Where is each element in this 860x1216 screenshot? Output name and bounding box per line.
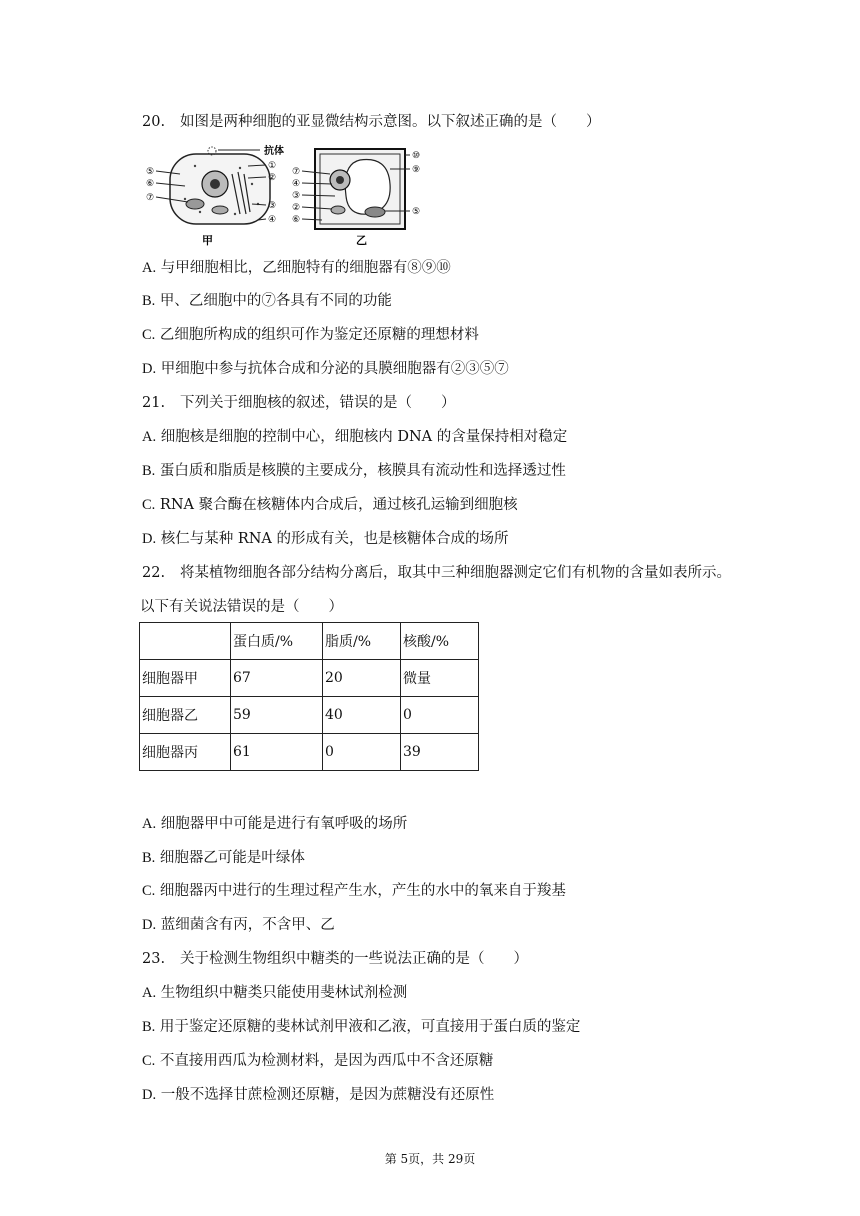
marker: ③ — [268, 201, 277, 211]
table-cell: 0 — [401, 697, 479, 734]
option-letter: C. — [142, 327, 156, 343]
option-letter: B. — [142, 1019, 156, 1035]
option-letter: C. — [142, 1053, 156, 1069]
marker: ⑦ — [146, 193, 155, 203]
option-text: 与甲细胞相比，乙细胞特有的细胞器有⑧⑨⑩ — [160, 260, 451, 276]
table-cell: 59 — [231, 697, 323, 734]
marker: ⑥ — [146, 179, 155, 189]
question-20-stem — [142, 112, 601, 132]
option-b[interactable] — [142, 461, 566, 481]
table-cell: 39 — [401, 734, 479, 771]
option-text: 甲细胞中参与抗体合成和分泌的具膜细胞器有②③⑤⑦ — [160, 361, 509, 377]
option-b[interactable] — [142, 848, 305, 868]
page-footer: 第 5页，共 29页 — [384, 1152, 476, 1166]
cell-b-name: 乙 — [356, 234, 367, 247]
option-text: 生物组织中糖类只能使用斐林试剂检测 — [160, 985, 408, 1001]
marker: ② — [292, 203, 301, 213]
table-cell: 0 — [323, 734, 401, 771]
question-number: 23. — [142, 951, 166, 967]
marker: ⑦ — [292, 167, 301, 177]
table-cell: 细胞器甲 — [140, 660, 231, 697]
option-d[interactable] — [142, 915, 335, 935]
question-number: 22. — [142, 565, 166, 581]
option-a[interactable] — [142, 814, 407, 834]
option-c[interactable] — [142, 881, 566, 901]
option-text: 细胞器乙可能是叶绿体 — [159, 850, 305, 866]
marker: ⑨ — [412, 165, 421, 175]
option-letter: D. — [142, 917, 157, 933]
option-d[interactable] — [142, 529, 509, 549]
option-letter: B. — [142, 293, 156, 309]
question-21-stem — [142, 393, 456, 413]
cell-a-diagram — [146, 144, 284, 247]
option-text: 细胞核是细胞的控制中心，细胞核内 DNA 的含量保持相对稳定 — [160, 429, 568, 445]
option-text: 甲、乙细胞中的⑦各具有不同的功能 — [159, 293, 392, 309]
option-letter: D. — [142, 1087, 157, 1103]
question-22-stem — [142, 563, 731, 583]
table-row — [140, 734, 479, 771]
option-text: 细胞器丙中进行的生理过程产生水，产生的水中的氧来自于羧基 — [159, 883, 566, 899]
option-text: 核仁与某种 RNA 的形成有关，也是核糖体合成的场所 — [160, 531, 509, 547]
cell-structure-figure — [140, 144, 440, 250]
option-letter: C. — [142, 497, 156, 513]
table-cell — [140, 623, 231, 660]
option-letter: B. — [142, 463, 156, 479]
table-row — [140, 697, 479, 734]
marker: ④ — [268, 215, 277, 225]
table-cell: 40 — [323, 697, 401, 734]
table-header-row — [140, 623, 479, 660]
option-letter: D. — [142, 531, 157, 547]
option-b[interactable] — [142, 1017, 580, 1037]
question-text: 下列关于细胞核的叙述，错误的是（ ） — [180, 395, 456, 411]
table-cell: 细胞器乙 — [140, 697, 231, 734]
question-22-stem-continued: 以下有关说法错误的是（ ） — [140, 599, 343, 615]
option-letter: D. — [142, 361, 157, 377]
option-letter: A. — [142, 816, 157, 832]
option-letter: C. — [142, 883, 156, 899]
organelle-composition-table — [139, 622, 479, 771]
option-letter: B. — [142, 850, 156, 866]
table-cell: 微量 — [401, 660, 479, 697]
option-text: 用于鉴定还原糖的斐林试剂甲液和乙液，可直接用于蛋白质的鉴定 — [159, 1019, 581, 1035]
question-23-stem — [142, 949, 528, 969]
marker: ⑤ — [412, 207, 421, 217]
table-cell: 细胞器丙 — [140, 734, 231, 771]
marker: ⑩ — [412, 151, 421, 161]
option-c[interactable] — [142, 495, 518, 515]
option-text: 蛋白质和脂质是核膜的主要成分，核膜具有流动性和选择透过性 — [159, 463, 566, 479]
question-text: 如图是两种细胞的亚显微结构示意图。以下叙述正确的是（ ） — [180, 114, 601, 130]
table-row — [140, 660, 479, 697]
table-cell: 核酸/% — [401, 623, 479, 660]
option-d[interactable] — [142, 1085, 494, 1105]
option-text: 不直接用西瓜为检测材料，是因为西瓜中不含还原糖 — [159, 1053, 494, 1069]
option-text: 一般不选择甘蔗检测还原糖，是因为蔗糖没有还原性 — [160, 1087, 495, 1103]
option-c[interactable] — [142, 1051, 493, 1071]
option-a[interactable] — [142, 427, 567, 447]
marker: ③ — [292, 191, 301, 201]
option-text: 细胞器甲中可能是进行有氧呼吸的场所 — [160, 816, 408, 832]
question-number: 20. — [142, 114, 166, 130]
marker: ⑥ — [292, 215, 301, 225]
marker: ② — [268, 173, 277, 183]
option-d[interactable] — [142, 359, 509, 379]
marker: ⑤ — [146, 167, 155, 177]
cell-b-diagram — [292, 149, 420, 247]
option-a[interactable] — [142, 258, 451, 278]
table-cell: 20 — [323, 660, 401, 697]
cell-a-name: 甲 — [202, 234, 213, 247]
question-text: 关于检测生物组织中糖类的一些说法正确的是（ ） — [180, 951, 528, 967]
question-text: 将某植物细胞各部分结构分离后，取其中三种细胞器测定它们有机物的含量如表所示。 — [180, 565, 731, 581]
option-letter: A. — [142, 985, 157, 1001]
table-cell: 蛋白质/% — [231, 623, 323, 660]
option-text: 蓝细菌含有丙，不含甲、乙 — [160, 917, 335, 933]
option-a[interactable] — [142, 983, 407, 1003]
antibody-label: 抗体 — [264, 146, 284, 157]
option-letter: A. — [142, 260, 157, 276]
marker: ① — [268, 161, 277, 171]
option-c[interactable] — [142, 325, 479, 345]
table-cell: 61 — [231, 734, 323, 771]
table-cell: 脂质/% — [323, 623, 401, 660]
option-b[interactable] — [142, 291, 392, 311]
option-text: RNA 聚合酶在核糖体内合成后，通过核孔运输到细胞核 — [159, 497, 518, 513]
table-cell: 67 — [231, 660, 323, 697]
question-number: 21. — [142, 395, 166, 411]
option-text: 乙细胞所构成的组织可作为鉴定还原糖的理想材料 — [159, 327, 479, 343]
marker: ④ — [292, 179, 301, 189]
option-letter: A. — [142, 429, 157, 445]
